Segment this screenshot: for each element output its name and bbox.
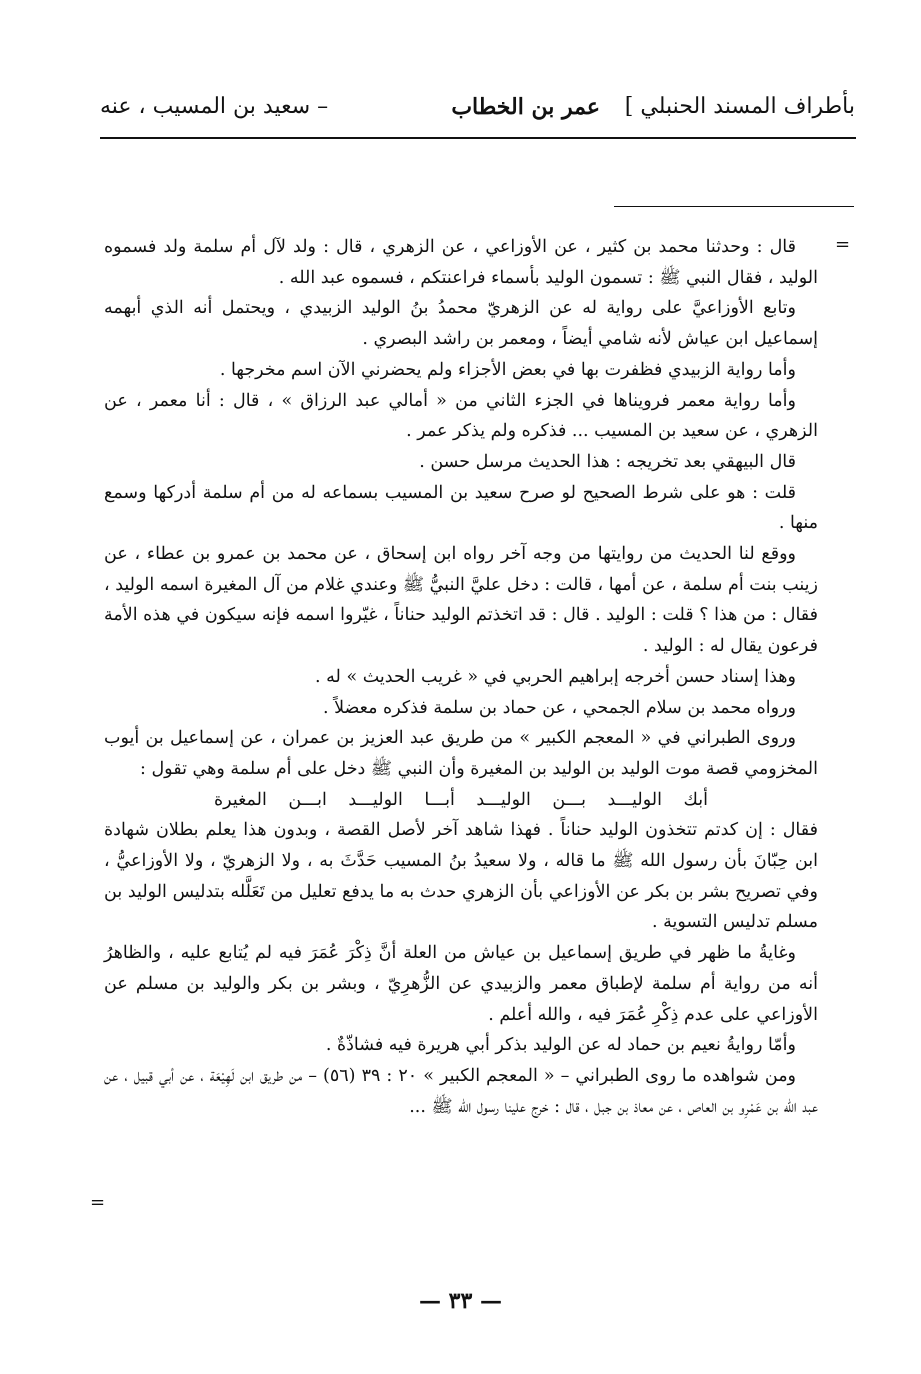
paragraph: وهذا إسناد حسن أخرجه إبراهيم الحربي في « غريب الحديث » له . — [315, 666, 796, 687]
running-header — [100, 92, 855, 132]
paragraph: قال : وحدثنا محمد بن كثير ، عن الأوزاعي ، عن الزهري ، قال : ولد لآل أم سلمة ولد فسموه الوليد ، فقال النبي ﷺ : تسمون الوليد بأسماء فراعنتكم ، فسموه عبد الله . — [104, 237, 818, 288]
paragraph: وأمّا روايةُ نعيم بن حماد له عن الوليد بذكر أبي هريرة فيه فشاذّةٌ . — [325, 1035, 796, 1056]
paragraph: ورواه محمد بن سلام الجمحي ، عن حماد بن سلمة فذكره معضلاً . — [322, 697, 796, 718]
header-book-title: بأطراف المسند الحنبلي ] — [624, 94, 855, 119]
paragraph: وأما رواية الزبيدي فظفرت بها في بعض الأجزاء ولم يحضرني الآن اسم مخرجها . — [219, 359, 796, 380]
paragraph: ووقع لنا الحديث من روايتها من وجه آخر رواه ابن إسحاق ، عن محمد بن عمرو بن عطاء ، عن زينب بنت أم سلمة ، عن أمها ، قالت : دخل عليَّ النبيُّ ﷺ وعندي غلام من آل المغيرة اسمه الوليد ، فقال : من هذا ؟ قلت : الوليد . قال : قد اتخذتم الوليد حناناً ، غيّروا اسمه فإنه سيكون في هذه الأمة فرعون يقال له : الوليد . — [104, 544, 818, 657]
continuation-end-mark: = — [90, 1192, 106, 1213]
paragraph: ومن شواهده ما روى الطبراني – « المعجم الكبير » ٢٠ : ٣٩ (٥٦) – من طريق ابن لَهِيْعَة ، عن أبي قبيل ، عن عبد الله بن عَمْرِو بن العاص ، عن معاذ بن جبل ، قال : خرج علينا رسول الله ﷺ ... — [104, 1065, 818, 1117]
paragraph: وأما رواية معمر فرويناها في الجزء الثاني من « أمالي عبد الرزاق » ، قال : أنا معمر ، عن الزهري ، عن سعيد بن المسيب ... فذكره ولم يذكر عمر . — [104, 390, 818, 442]
header-chapter-title: عمر بن الخطاب — [451, 94, 600, 120]
paragraph: قلت : هو على شرط الصحيح لو صرح سعيد بن المسيب بسماعه له من أم سلمة أدركها وسمع منها . — [104, 482, 818, 534]
header-divider — [100, 137, 856, 139]
footnote-divider — [614, 206, 854, 207]
poem-verse: أبك الوليـــد بـــن الوليـــد أبـــا الوليـــد ابـــن المغيرة — [214, 789, 708, 810]
header-section-title: – سعيد بن المسيب ، عنه — [100, 94, 329, 119]
paragraph: فقال : إن كدتم تتخذون الوليد حناناً . فهذا شاهد آخر لأصل القصة ، وبدون هذا يعلم بطلان شهادة ابن حِبّانَ بأن رسول الله ﷺ ما قاله ، ولا سعيدُ بنُ المسيب حَدَّثَ به ، ولا الزهريّ ، ولا الأوزاعيُّ ، وفي تصريح بشر بن بكر عن الأوزاعي بأن الزهري حدث به ما يدفع تعليل من تَعَلَّله بتدليس الوليد بن مسلم تدليس التسوية . — [104, 820, 818, 933]
continuation-mark: = — [835, 234, 851, 255]
paragraph: وغايةُ ما ظهر في طريق إسماعيل بن عياش من العلة أنَّ ذِكْرَ عُمَرَ فيه لم يُتابع عليه ، والظاهرُ أنه من رواية أم سلمة لإطباق معمر والزبيدي عن الزُّهرِيّ ، وبشر بن بكر والوليد بن مسلم عن الأوزاعي على عدم ذِكْرِ عُمَرَ فيه ، والله أعلم . — [104, 943, 818, 1025]
footnote-body — [104, 232, 818, 1122]
paragraph: وروى الطبراني في « المعجم الكبير » من طريق عبد العزيز بن عمران ، عن إسماعيل بن أيوب المخزومي قصة موت الوليد بن الوليد بن المغيرة وأن النبي ﷺ دخل على أم سلمة وهي تقول : — [104, 728, 818, 779]
page-number: — ٣٣ — — [419, 1288, 502, 1314]
paragraph: قال البيهقي بعد تخريجه : هذا الحديث مرسل حسن . — [419, 451, 796, 472]
paragraph: وتابع الأوزاعيَّ على رواية له عن الزهريّ محمدُ بنُ الوليد الزبيدي ، ويحتمل أنه الذي أبهمه إسماعيل ابن عياش لأنه شامي أيضاً ، ومعمر بن راشد البصري . — [104, 298, 818, 350]
